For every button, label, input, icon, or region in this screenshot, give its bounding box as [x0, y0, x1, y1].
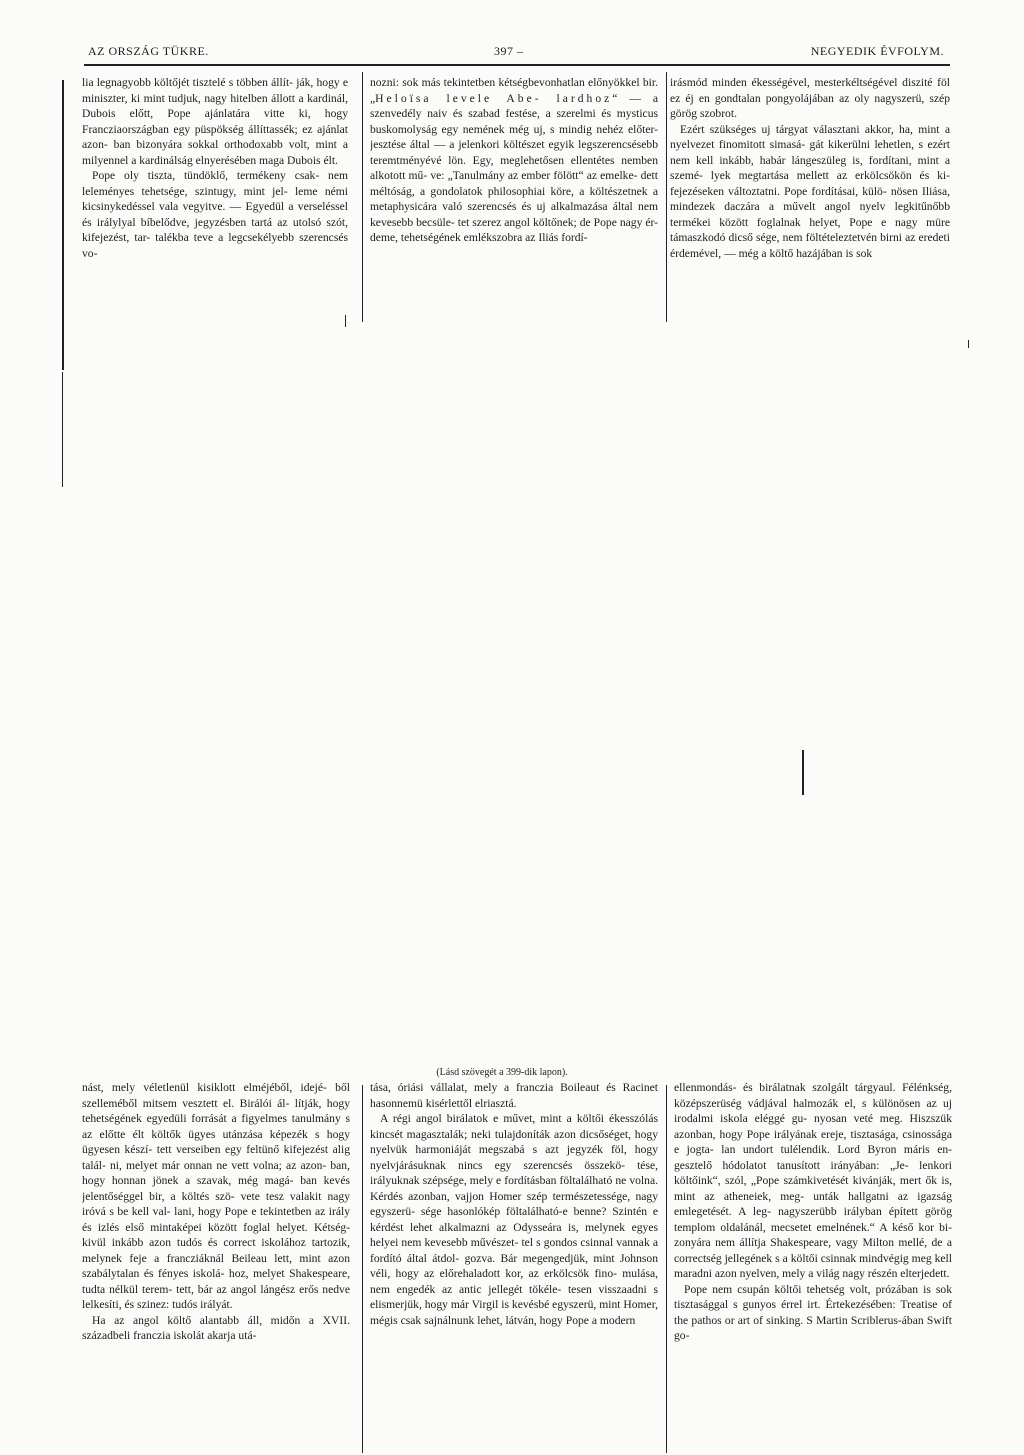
- text-run: nozni: sok más tekintetben kétségbevonhatlan előnyökkel bir. „: [370, 76, 658, 105]
- page-number: 397 –: [494, 44, 524, 58]
- column-rule-4: [666, 1085, 667, 1453]
- column-rule-2: [666, 72, 667, 322]
- page-header: [80, 44, 952, 62]
- paragraph: A régi angol birálatok e művet, mint a költői ékesszólás kincsét magasztalák; neki tulajdoníták azon dicsőséget, hogy nyelvük harmoniáját megszabá s azt jegyzék föl, hogy nyelvjárásuknak nincs egy szerencsés összekö- tése, irályuknak szépsége, mely e fordításban föltalálható ne volna. Kérdés azonban, vajjon Homer szép természetessége, nagy egyszerü- sége hasonlókép föltalálható-e benne? Szintén e kérdést lehet alkalmazni az Odysseára is, melynek egyes helyei nem kevesebb művészet- tel s gondos csinnal vannak a fordító által átdol- gozva. Bár megengedjük, mint Johnson véli, hogy az előrehaladott kor, az erkölcsök fino- mulása, nem engedék az antic jellegét tökéle- tesen visszaadni s elismerjük, hogy már Virgil is kevésbé egyszerü, mint Homer, mégis csak sajnálnunk lehet, látván, hogy Pope a modern: [370, 1112, 658, 1327]
- illustration-caption: (Lásd szövegét a 399-dik lapon).: [436, 1067, 568, 1078]
- vertical-mark: [802, 750, 804, 795]
- paragraph: Pope oly tiszta, tündöklő, termékeny csak- nem leleményes tehetsége, szintugy, mint jel- leme némi kicsinykedéssel vala vegyitve. — Egyedül a verseléssel és irálylyal bíbelődve, jegyzésben tartá az utolsó szót, kifejezést, tar- talékba teve a legcsekélyebb szerencsés vo-: [82, 169, 348, 260]
- paragraph: lia legnagyobb költőjét tisztelé s többen állít- ják, hogy e miniszter, ki mint tudjuk, nagy hitelben állott a kardinál, Dubois előtt, Pope ajánlatára vitte ki, hogy Francziaországban egy püspökség állíttassék; ez ajánlat azon- ban bizonyára sokkal orthodoxabb volt, mint a milyennel a kardinálság elnyerésében maga Dubois élt.: [82, 76, 348, 167]
- margin-line-mid: [62, 372, 63, 487]
- volume-label: NEGYEDIK ÉVFOLYM.: [810, 44, 944, 58]
- top-column-2: [370, 75, 658, 323]
- margin-tick-right: [968, 340, 969, 348]
- bottom-column-2: [370, 1080, 658, 1452]
- column-rule-3: [362, 1085, 363, 1453]
- bottom-column-1: [82, 1080, 350, 1452]
- work-title-spaced: Heloïsa levele Abe- lardhoz: [375, 91, 613, 105]
- margin-line-top: [62, 80, 64, 370]
- paragraph: Ha az angol költő alantabb áll, midőn a XVII. századbeli franczia iskolát akarja utá-: [82, 1313, 350, 1342]
- paragraph: [370, 75, 658, 246]
- paragraph: irásmód minden ékességével, mesterkéltségével diszité föl ez éj en gondtalan pongyolájában az oly nagyszerü, szép görög szobrot.: [670, 76, 950, 120]
- paragraph: nást, mely véletlenül kisiklott elméjéből, idejé- ből szelleméből mitsem vesztett el. Birálói ál- lítják, hogy tehetségének egyedüli forrását a figyelmes tanulmány s az előtte élt költők ügyes utánzása képezék s hogy ügyesen készí- tett verseiben egy feltünő kifejezést alig talál- ni, melyet már onnan ne vett volna; az azon- ban, hogy honnan jönek a szavak, még magá- ban kevés jelentőséggel bir, a költés szö- vete tesz valakit nagy iróvá s be kell val- lani, hogy Pope e tekintetben az irály és izlés első mintaképei között foglal helyet. Kétség- kivül inkább azon tudós és correct iskolához tartozik, melynek feje a francziáknál Beileau lett, mint azon szabálytalan és fényes iskolá- hoz, melyet Shakespeare, tudta nélkül terem- tett, bár az angol lángész erős nedve lelkesíti, és szinez: tudós irályát.: [82, 1081, 350, 1311]
- top-column-1: [82, 75, 348, 323]
- paragraph: Pope nem csupán költői tehetség volt, prózában is sok tisztasággal s gunyos érrel irt. Értekezésében: Treatise of the pathos or art of sinking. S Martin Scriblerus-ában Swift go-: [674, 1282, 952, 1342]
- column-rule-1: [362, 72, 363, 322]
- bottom-column-3: [674, 1080, 952, 1452]
- paragraph: ellenmondás- és birálatnak szolgált tárgyaul. Félénkség, középszerüség vádjával halmozák el, s különösen az uj irodalmi iskola eléggé gu- nyosan veté meg. Hiszszük azonban, hogy Pope irályának ereje, tisztasága, csinossága e jogta- lan undort tulélendik. Lord Byron máris en- gesztelő hódolatot tanusított irányában: „Je- lenkori költőink“, szól, „Pope számkivetését kivánják, mert ők is, mint az atheneiek, meg- unták hallgatni az igazság emlegetését. A leg- nagyszerübb irályban épített görög templom oldalánál, mecsetet emelnének.“ A késő kor bi- zonyára nem állítja Shakespeare, vagy Milton mellé, de a correctség jellegének s a költői csinnak mindvégig meg kell maradni azon nyelven, mely a világ nagy részén elterjedett.: [674, 1081, 952, 1280]
- paragraph: Ezért szükséges uj tárgyat választani akkor, ha, mint a nyelvezet finomitott simasá- gát kikerülni lehetlen, s ezért nem kell inkább, habár lángeszüleg is, fordítani, mint a szemé- lyek megtartása mellett az erkölcsökön és ki- fejezéseken változtatni. Pope fordításai, külö- nösen Iliása, mindezek daczára a művelt angol nyelv legkitűnőbb termékei között foglalnak helyet, Pope e nagy müre támaszkodó dicső sége, nem föltételeztetvén birni az eredeti érdemével, — még a költő hazájában is sok: [670, 122, 950, 260]
- journal-title: AZ ORSZÁG TÜKRE.: [88, 44, 209, 58]
- paragraph: tása, óriási vállalat, mely a franczia Boileaut és Racinet hasonnemü kisérlettől elriasztá.: [370, 1081, 658, 1110]
- text-run: “ — a szenvedély naiv és szabad festése, a szerelmi és mysticus buskomolyság egy nemének még uj, s mindig nehéz előter- jesztése által — a jelenkori költészet egyik legszerencsésebb teremtményévé lön. Egy, meglehetősen ellentétes nemben alkotott mű- ve: „Tanulmány az ember fölött“ az emelke- dett méltóság, a gondolatok philosophiai köre, a költészetnek a metaphysicára való szerencsés és uj alkalmazása által nem kevesebb becsüle- tet szerez angol költőnek; de Pope nagy ér- deme, tehetségének emlékszobra az Iliás fordí-: [370, 91, 658, 244]
- header-rule: [84, 64, 950, 66]
- top-column-3: [670, 75, 950, 323]
